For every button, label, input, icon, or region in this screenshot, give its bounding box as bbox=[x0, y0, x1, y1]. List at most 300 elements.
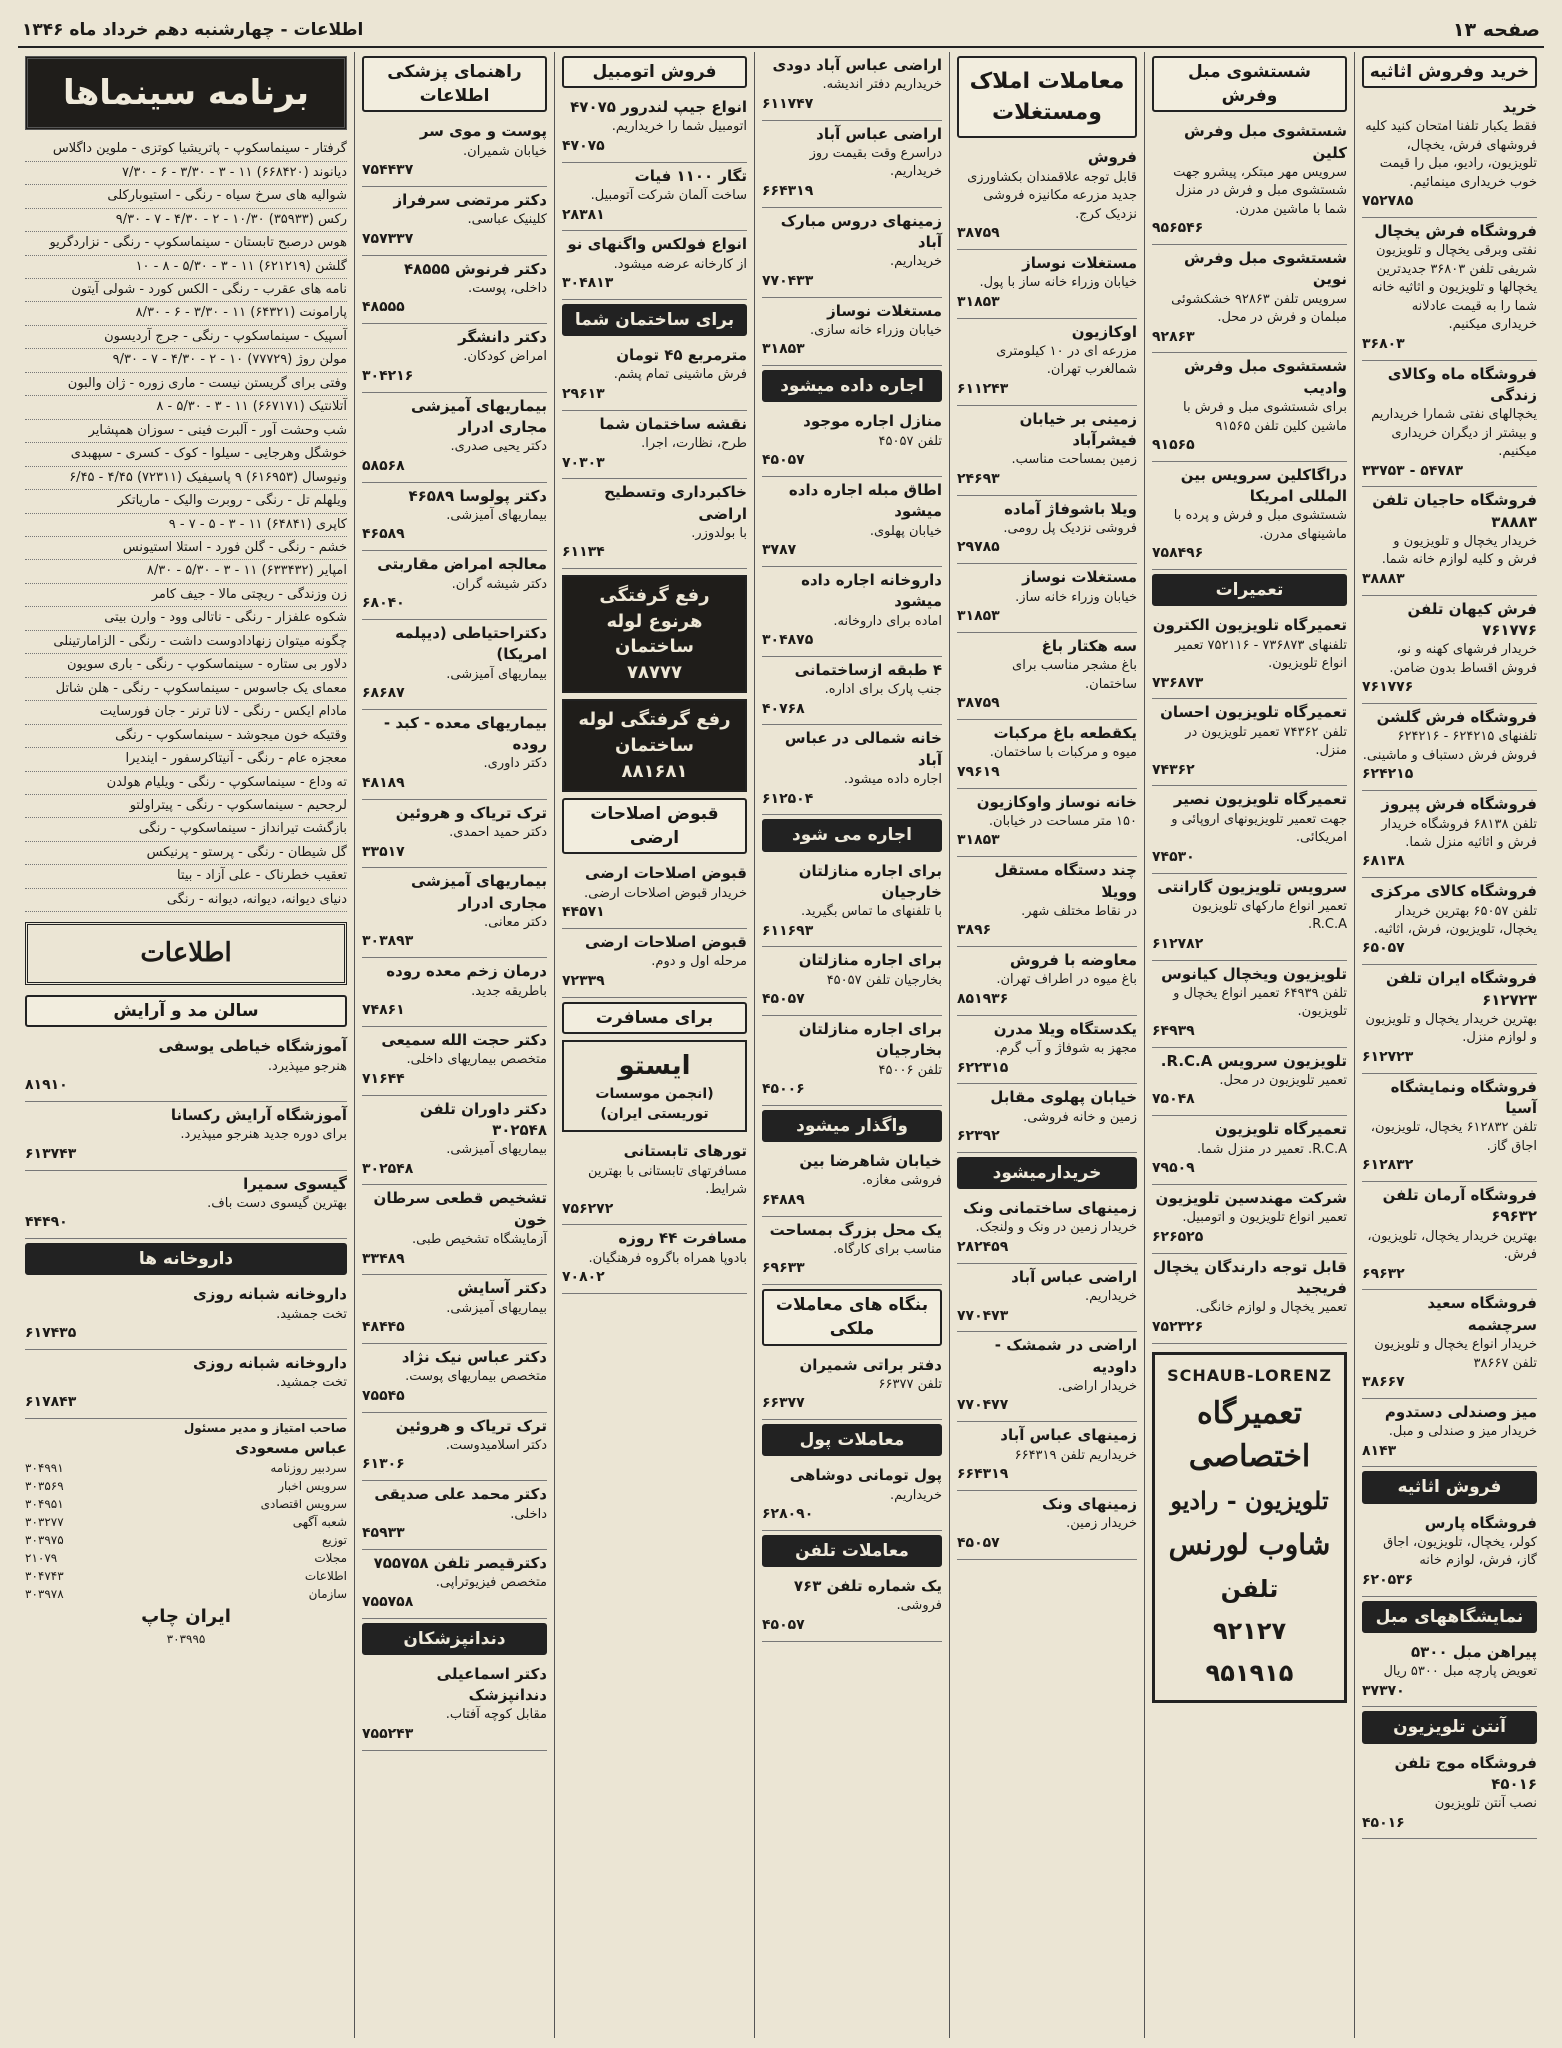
ad-phone: ۷۵۲۳۲۶ bbox=[1152, 1318, 1204, 1335]
ad-phone: ۲۸۲۴۵۹ bbox=[957, 1238, 1009, 1255]
classified-ad bbox=[957, 1332, 1137, 1422]
printer-name: ایران چاپ bbox=[141, 1606, 231, 1627]
ad-title: داروخانه شبانه روزی bbox=[193, 1285, 347, 1304]
classified-ad bbox=[957, 496, 1137, 565]
cinema-listing-line: گل شیطان - رنگی - پرستو - پرنیکس bbox=[25, 842, 347, 865]
ad-title: دکتر آسایش bbox=[457, 1279, 547, 1298]
cinema-listing-line: گلشن (۶۲۱۲۱۹) ۱۱ - ۳ - ۵/۳۰ - ۸ - ۱۰ bbox=[25, 256, 347, 279]
ad-phone: ۸۱۴۳ bbox=[1362, 1442, 1397, 1459]
ad-title: بیماریهای آمیزشی مجاری ادرار bbox=[410, 872, 547, 912]
classified-ad bbox=[957, 1084, 1137, 1153]
ad-title: فروشگاه ونمایشگاه آسیا bbox=[1390, 1077, 1537, 1118]
classified-ad bbox=[1152, 612, 1347, 699]
cinema-program-title: برنامه سینماها bbox=[25, 56, 347, 130]
ad-body: خریدار یخچال و تلویزیون و فرش و کلیه لوازم خانه شما. bbox=[1381, 533, 1537, 568]
furniture-ads bbox=[1362, 1510, 1537, 1597]
classified-ad bbox=[562, 342, 747, 411]
staff-dept: سرویس اخبار bbox=[278, 1479, 347, 1493]
cinema-listing-line: معجزه عام - رنگی - آنیتاکرسفور - ایندیرا bbox=[25, 748, 347, 771]
ad-title: قبوض اصلاحات ارضی bbox=[585, 933, 747, 951]
section-pharmacy-head: داروخانه ها bbox=[25, 1243, 347, 1275]
cinema-listing-line: ونیوسال (۶۱۶۹۵۳) ۹ پاسیفیک (۷۲۳۱۱) ۴/۴۵ - ۶/۴۵ bbox=[25, 467, 347, 490]
section-rent-head: اجاره داده میشود bbox=[762, 370, 942, 402]
staff-phone: ۳۰۳۹۷۸ bbox=[25, 1587, 64, 1601]
ad-title: فروشگاه سعید سرچشمه bbox=[1427, 1294, 1537, 1334]
ad-phone: ۷۵۷۳۳۷ bbox=[362, 230, 414, 247]
classified-ad bbox=[562, 231, 747, 300]
ad-phone: ۶۸۰۴۰ bbox=[362, 595, 405, 612]
classified-ad bbox=[1362, 965, 1537, 1073]
ad-body: تعمیر انواع مارکهای تلویزیون R.C.A. bbox=[1191, 898, 1347, 933]
ad-title: تعمیرگاه تلویزیون نصیر bbox=[1173, 790, 1347, 809]
classified-ad bbox=[762, 1352, 942, 1421]
cinema-listing-line: آسپیک - سینماسکوپ - رنگی - جرج آردیسون bbox=[25, 326, 347, 349]
ad-title: پیراهن مبل ۵۳۰۰ bbox=[1411, 1642, 1537, 1661]
classified-ad bbox=[362, 1027, 547, 1096]
ad-body: تخت جمشید. bbox=[276, 1375, 347, 1391]
classified-ad bbox=[957, 789, 1137, 858]
classified-ad bbox=[957, 1195, 1137, 1264]
classified-ad bbox=[957, 1422, 1137, 1491]
section-salon-head: سالن مد و آرایش bbox=[25, 995, 347, 1027]
classified-ad bbox=[25, 1033, 347, 1102]
ad-phone: ۶۶۳۷۷ bbox=[762, 1395, 805, 1412]
section-wash-head: شستشوی مبل وفرش bbox=[1152, 56, 1347, 112]
staff-name: عباس مسعودی bbox=[235, 1438, 347, 1457]
cinema-listing-line: معمای یک جاسوس - سینماسکوپ - رنگی - هلن شاتل bbox=[25, 678, 347, 701]
antenna-ads bbox=[1362, 1750, 1537, 1840]
cinema-listings bbox=[25, 138, 347, 912]
classified-ad bbox=[362, 187, 547, 256]
doctor-ads bbox=[362, 118, 547, 1618]
ad-phone: ۶۴۹۳۹ bbox=[1152, 1022, 1195, 1039]
ad-title: دکتر پولوسا ۴۶۵۸۹ bbox=[408, 486, 547, 505]
ad-body: کلینیک عباسی. bbox=[467, 212, 547, 228]
classified-ad bbox=[562, 860, 747, 929]
cinema-listing-line: ویلهلم تل - رنگی - روبرت والیک - ماریاتکر bbox=[25, 490, 347, 513]
ad-title: قابل توجه دارندگان یخچال فریجید bbox=[1153, 1257, 1347, 1297]
ad-title: ۴ طبقه ازساختمانی bbox=[794, 660, 942, 679]
ad-body: تلفنهای ۷۳۶۸۷۳ - ۷۵۲۱۱۶ تعمیر انواع تلویزیون. bbox=[1174, 637, 1347, 672]
ad-title: فروشگاه کالای مرکزی bbox=[1370, 882, 1537, 901]
ad-title: دراگاکلین سرویس بین المللی امریکا bbox=[1180, 465, 1347, 506]
build-ads bbox=[562, 342, 747, 569]
pipe-ad-2 bbox=[562, 699, 747, 792]
section-car-head: فروش اتومبیل bbox=[562, 56, 747, 88]
ad-body: اتومبیل شما را خریداریم. bbox=[611, 119, 747, 135]
staff-phone: ۳۰۴۷۴۳ bbox=[25, 1569, 64, 1583]
ad-body: فرش ماشینی تمام پشم. bbox=[613, 367, 747, 383]
cinema-listing-line: خشم - رنگی - گلن فورد - استلا استیونس bbox=[25, 537, 347, 560]
ad-phone: ۳۸۹۶ bbox=[957, 922, 992, 939]
ad-title: ترک تریاک و هروئین bbox=[395, 803, 547, 822]
ad-body: خیابان شمیران. bbox=[463, 143, 547, 159]
classified-ad bbox=[1152, 1254, 1347, 1344]
ad-phone: ۷۹۶۱۹ bbox=[957, 763, 1000, 780]
cinema-listing-line: ته وداع - سینماسکوپ - رنگی - ویلیام هولدن bbox=[25, 772, 347, 795]
section-furniture-head: فروش اثاثیه bbox=[1362, 1471, 1537, 1503]
classified-ad bbox=[762, 1573, 942, 1642]
ad-body: تلفن ۴۵۰۵۷ bbox=[878, 433, 942, 449]
staff-row bbox=[25, 1513, 347, 1531]
ad-body: متخصص فیزیوتراپی. bbox=[435, 1575, 547, 1591]
ad-phone: ۶۲۲۳۱۵ bbox=[957, 1059, 1009, 1076]
ad-title: فروشگاه فرش یخچال bbox=[1374, 222, 1537, 241]
ad-phone: ۷۷۰۴۷۷ bbox=[957, 1397, 1009, 1414]
ad-body: خریدار زمین. bbox=[1066, 1516, 1137, 1532]
ad-phone: ۶۱۳۷۴۳ bbox=[25, 1145, 77, 1162]
classified-ad bbox=[762, 52, 942, 121]
ad-title: مستغلات نوساز bbox=[827, 301, 942, 320]
istu-title: ایستو bbox=[618, 1050, 691, 1081]
staff-row bbox=[25, 1477, 347, 1495]
cinema-listing-line: آتلانتیک (۶۶۷۱۷۱) ۱۱ - ۳ - ۵/۳۰ - ۸ bbox=[25, 396, 347, 419]
classified-ad bbox=[362, 800, 547, 869]
printer-tel: ۳۰۳۹۹۵ bbox=[166, 1632, 206, 1646]
ad-phone: ۳۱۸۵۳ bbox=[957, 832, 1000, 849]
ad-title: مترمربع ۴۵ تومان bbox=[616, 346, 747, 365]
ad-body: خریدار انواع یخچال و تلویزیون تلفن ۳۸۶۶۷ bbox=[1374, 1337, 1537, 1371]
classified-ad bbox=[1362, 1074, 1537, 1182]
ad-phone: ۷۲۳۳۹ bbox=[562, 972, 605, 989]
pipe-ad-1-tel: ۷۸۷۷۷ bbox=[627, 661, 682, 683]
classified-ad bbox=[362, 710, 547, 800]
classified-ad bbox=[762, 298, 942, 367]
staff-phone: ۳۰۳۵۶۹ bbox=[25, 1479, 64, 1493]
ad-title: فروشگاه پارس bbox=[1424, 1513, 1537, 1532]
ad-phone: ۷۴۵۳۰ bbox=[1152, 848, 1195, 865]
ad-body: دراسرع وقت بقیمت روز خریداریم. bbox=[809, 145, 942, 180]
ad-phone: ۶۱۱۳۴ bbox=[562, 544, 605, 561]
column-real-estate bbox=[949, 52, 1144, 2038]
ad-body: بهترین گیسوی دست باف. bbox=[207, 1195, 347, 1211]
repair-ads bbox=[1152, 612, 1347, 1343]
ad-title: نقشه ساختمان شما bbox=[599, 414, 747, 433]
classified-ad bbox=[1152, 961, 1347, 1048]
ad-title: شرکت مهندسین تلویزیون bbox=[1155, 1188, 1347, 1207]
ad-body: نفتی وبرقی یخچال و تلویزیون شریفی تلفن ۳۶۸۰۳ جدیدترین یخچالها و تلویزیون و اثاثیه خانه شما را به قیمت عادلانه خریداری میکنیم. bbox=[1371, 243, 1537, 333]
ad-body: امراض کودکان. bbox=[463, 349, 547, 365]
ad-title: دکتراحتیاطی (دیپلمه امریکا) bbox=[395, 623, 547, 664]
travel-ads bbox=[562, 1138, 747, 1294]
cinema-listing-line: بازگشت تیرانداز - سینماسکوپ - رنگی bbox=[25, 818, 347, 841]
ad-phone: ۳۳۴۸۹ bbox=[362, 1250, 405, 1267]
ad-title: اراضی در شمشک - داودیه bbox=[994, 1336, 1137, 1376]
ad-body: متخصص بیماریهای پوست. bbox=[405, 1369, 547, 1385]
ad-phone: ۷۵۲۷۸۵ bbox=[1362, 193, 1414, 210]
ad-phone: ۶۱۲۸۳۲ bbox=[1362, 1157, 1414, 1174]
classified-ad bbox=[957, 1264, 1137, 1333]
section-wanted-head: اجاره می شود bbox=[762, 819, 942, 851]
ad-title: دکتر محمد علی صدیقی bbox=[374, 1485, 547, 1504]
ad-title: زمینهای دروس مبارک آباد bbox=[780, 211, 942, 251]
ad-body: قابل توجه علاقمندان بکشاورزی جدید مزرعه مکانیزه فروشی نزدیک کرج. bbox=[967, 169, 1137, 222]
ad-body: برای شستشوی مبل و فرش با ماشین کلین تلفن ۹۱۵۶۵ bbox=[1183, 400, 1347, 434]
cinema-listing-line: دنیای دیوانه، دیوانه، دیوانه - رنگی bbox=[25, 889, 347, 912]
ad-phone: ۶۶۴۳۱۹ bbox=[957, 1466, 1009, 1483]
classified-ad bbox=[562, 163, 747, 232]
ad-title: فروشگاه موج تلفن ۴۵۰۱۶ bbox=[1394, 1753, 1537, 1793]
ad-title: مسافرت ۴۴ روزه bbox=[618, 1229, 747, 1248]
classified-ad bbox=[1362, 94, 1537, 218]
ad-title: فروشگاه آرمان تلفن ۶۹۶۳۲ bbox=[1382, 1186, 1537, 1226]
masthead bbox=[18, 14, 1544, 48]
classified-ad bbox=[1362, 1750, 1537, 1840]
ad-title: دکتر داوران تلفن ۳۰۲۵۴۸ bbox=[419, 1099, 547, 1139]
schaub-tel-label: تلفن bbox=[1220, 1575, 1279, 1604]
istu-box bbox=[562, 1040, 747, 1133]
ad-phone: ۲۹۶۱۳ bbox=[562, 385, 605, 402]
ad-body: ساخت آلمان شرکت آتومبیل. bbox=[590, 188, 747, 204]
ad-title: دکتر عباس نیک نژاد bbox=[401, 1348, 547, 1367]
istu-subtitle: (انجمن موسسات توریستی ایران) bbox=[595, 1085, 714, 1122]
ad-phone: ۶۴۸۸۹ bbox=[762, 1191, 805, 1208]
ad-title: دکتر اسماعیلی دندانپزشک bbox=[436, 1664, 547, 1704]
ad-body: تلفن ۶۵۰۵۷ بهترین خریدار یخچال، تلویزیون، فرش، اثاثیه. bbox=[1373, 903, 1537, 938]
ettelaat-logo: اطلاعات bbox=[25, 922, 347, 985]
ad-phone: ۳۸۷۵۹ bbox=[957, 695, 1000, 712]
real-estate-ads bbox=[957, 144, 1137, 1153]
ad-title: معالجه امراض مقاربتی bbox=[377, 555, 547, 574]
classified-ad bbox=[1152, 353, 1347, 461]
cinema-listing-line: دلاور بی ستاره - سینماسکوپ - رنگی - باری سویون bbox=[25, 654, 347, 677]
ad-title: تعمیرگاه تلویزیون bbox=[1214, 1120, 1347, 1139]
classified-ad bbox=[1152, 786, 1347, 873]
ad-body: خیابان وزراء خانه ساز با پول. bbox=[979, 275, 1137, 291]
classified-ad bbox=[362, 868, 547, 958]
ad-phone: ۷۵۸۴۹۶ bbox=[1152, 545, 1204, 562]
classified-ad bbox=[1362, 1182, 1537, 1290]
ad-body: خریداریم. bbox=[890, 1487, 942, 1503]
classified-ad bbox=[762, 208, 942, 298]
section-antenna-head: آنتن تلویزیون bbox=[1362, 1711, 1537, 1743]
classified-ad bbox=[362, 620, 547, 710]
ad-phone: ۶۸۶۸۷ bbox=[362, 684, 405, 701]
ad-title: پول تومانی دوشاهی bbox=[789, 1466, 942, 1485]
ad-phone: ۲۴۶۹۳ bbox=[957, 470, 1000, 487]
classified-ad bbox=[1362, 361, 1537, 488]
ad-body: تلفنهای ۶۲۴۲۱۵ - ۶۲۴۲۱۶ فروش فرش دستباف و ماشینی. bbox=[1362, 729, 1537, 763]
ad-phone: ۳۳۵۱۷ bbox=[362, 843, 405, 860]
cinema-listing-line: کاپری (۶۴۸۴۱) ۱۱ - ۳ - ۵ - ۷ - ۹ bbox=[25, 514, 347, 537]
cinema-listing-line: خوشگل وهرجایی - سیلوا - کوک - کسری - سپهبدی bbox=[25, 443, 347, 466]
classified-ad bbox=[1152, 1048, 1347, 1117]
ad-phone: ۷۴۳۶۲ bbox=[1152, 761, 1195, 778]
ad-title: یکقطعه باغ مرکبات bbox=[993, 723, 1137, 742]
transfer-ads bbox=[762, 1148, 942, 1285]
classified-ad bbox=[762, 567, 942, 657]
section-buyers-head: خریدارمیشود bbox=[957, 1157, 1137, 1189]
ad-phone: ۳۷۸۷ bbox=[762, 542, 797, 559]
section-real-estate-head: معاملات املاک ومستغلات bbox=[957, 56, 1137, 138]
classified-ad bbox=[957, 564, 1137, 633]
ad-phone: ۶۲۰۵۳۶ bbox=[1362, 1571, 1414, 1588]
ad-phone: ۳۱۸۵۳ bbox=[762, 341, 805, 358]
ad-body: مقابل کوچه آفتاب. bbox=[445, 1707, 547, 1723]
ad-body: تلفن ۷۴۳۶۲ تعمیر تلویزیون در منزل. bbox=[1185, 724, 1347, 759]
ad-body: تلفن ۶۶۳۷۷ bbox=[878, 1376, 942, 1392]
ad-title: خاکبرداری وتسطیح اراضی bbox=[604, 483, 747, 523]
ad-title: یک محل بزرگ بمساحت bbox=[769, 1220, 942, 1239]
ad-phone: ۶۸۱۳۸ bbox=[1362, 853, 1405, 870]
ad-title: گیسوی سمیرا bbox=[243, 1174, 347, 1193]
buyers-ads bbox=[957, 1195, 1137, 1559]
ad-phone: ۶۱۱۷۴۷ bbox=[762, 95, 814, 112]
ad-phone: ۶۶۴۳۱۹ bbox=[762, 182, 814, 199]
ad-body: تلفن ۶۴۹۳۹ تعمیر انواع یخچال و تلویزیون. bbox=[1173, 985, 1347, 1020]
ad-body: تلفن ۶۸۱۳۸ فروشگاه خریدار فرش و اثاثیه منزل شما. bbox=[1381, 816, 1537, 850]
ad-phone: ۸۵۱۹۳۶ bbox=[957, 990, 1009, 1007]
staff-dept: سرویس اقتصادی bbox=[260, 1497, 347, 1511]
ad-title: اراضی عباس آباد bbox=[816, 124, 942, 143]
ad-title: داروخانه اجاره داده میشود bbox=[801, 570, 942, 611]
classified-ad bbox=[957, 857, 1137, 947]
ad-title: دکتر فرنوش ۴۸۵۵۵ bbox=[404, 259, 547, 278]
ad-title: شستشوی مبل وفرش وادیب bbox=[1184, 357, 1347, 397]
classified-ad bbox=[762, 1217, 942, 1286]
ad-title: زمینهای ساختمانی ونک bbox=[962, 1199, 1137, 1218]
classified-ad bbox=[362, 1275, 547, 1344]
schaub-line3: شاوب لورنس bbox=[1168, 1527, 1331, 1561]
money-ads bbox=[762, 1462, 942, 1531]
ad-phone: ۶۹۶۳۳ bbox=[762, 1260, 805, 1277]
ad-title: ویلا باشوفاژ آماده bbox=[1004, 499, 1137, 518]
ad-title: معاوضه با فروش bbox=[1009, 951, 1137, 970]
staff-dept: توزیع bbox=[321, 1533, 347, 1547]
ad-phone: ۷۵۵۷۵۸ bbox=[362, 1593, 414, 1610]
staff-row bbox=[25, 1459, 347, 1477]
classified-ad bbox=[362, 1344, 547, 1413]
ad-title: تگار ۱۱۰۰ فیات bbox=[634, 166, 747, 185]
classified-ad bbox=[362, 1096, 547, 1186]
ad-title: فروشگاه فرش گلشن bbox=[1376, 708, 1537, 727]
ad-title: درمان زخم معده روده bbox=[386, 962, 547, 981]
ad-title: آموزشگاه آرایش رکسانا bbox=[170, 1105, 347, 1124]
ad-phone: ۶۲۶۵۲۵ bbox=[1152, 1228, 1204, 1245]
schaub-tel1: ۹۲۱۲۷ bbox=[1212, 1617, 1287, 1646]
staff-dept: سردبیر روزنامه bbox=[270, 1461, 347, 1475]
ad-body: تلفن ۴۵۰۰۶ bbox=[878, 1062, 942, 1078]
ad-body: بهترین خریدار یخچال، تلویزیون، فرش. bbox=[1367, 1228, 1537, 1263]
ad-title: دکتر مرتضی سرفراز bbox=[393, 190, 547, 209]
ad-body: سرویس تلفن ۹۲۸۶۳ خشکشوئی مبلمان و فرش در محل. bbox=[1171, 291, 1347, 326]
ad-body: خریدار اراضی. bbox=[1057, 1378, 1137, 1394]
ad-phone: ۴۵۰۰۶ bbox=[762, 1081, 805, 1098]
ad-phone: ۶۱۷۸۴۳ bbox=[25, 1393, 77, 1410]
ad-phone: ۹۵۶۵۴۶ bbox=[1152, 220, 1204, 237]
classified-ad bbox=[1362, 878, 1537, 965]
classified-ad bbox=[362, 118, 547, 187]
cinema-listing-line: شب وحشت آور - آلبرت فینی - سوزان همپشایر bbox=[25, 420, 347, 443]
ad-phone: ۸۱۹۱۰ bbox=[25, 1077, 68, 1093]
classified-ad bbox=[1152, 245, 1347, 353]
ad-body: دکتر یحیی صدری. bbox=[450, 439, 547, 455]
ad-body: جنب پارک برای اداره. bbox=[824, 682, 942, 698]
ad-body: سرویس مهر مبتکر، پیشرو جهت شستشوی مبل و فرش در منزل شما با ماشین مدرن. bbox=[1173, 164, 1347, 217]
ad-phone: ۴۴۵۷۱ bbox=[562, 904, 605, 921]
ad-body: یخچالهای نفتی شمارا خریداریم و بیشتر از دیگران خریداری میکنیم. bbox=[1371, 407, 1537, 460]
phone-ads bbox=[762, 1573, 942, 1642]
ad-title: تعمیرگاه تلویزیون احسان bbox=[1160, 703, 1347, 722]
land-ads bbox=[562, 860, 747, 997]
ad-title: فرش کیهان تلفن ۷۶۱۷۷۶ bbox=[1407, 599, 1537, 640]
classified-ad bbox=[362, 1481, 547, 1550]
ad-phone: ۶۲۸۰۹۰ bbox=[762, 1506, 814, 1523]
salon-ads bbox=[25, 1033, 347, 1239]
ad-phone: ۷۳۶۸۷۳ bbox=[1152, 674, 1204, 691]
ad-body: هنرجو میپذیرد. bbox=[267, 1058, 347, 1074]
ad-title: بیماریهای معده - کبد - روده bbox=[383, 713, 547, 754]
ad-phone: ۳۸۸۸۳ bbox=[1362, 570, 1405, 587]
ad-title: میز وصندلی دستدوم bbox=[1384, 1402, 1537, 1421]
ad-title: زمینی بر خیابان فیشرآباد bbox=[1019, 409, 1137, 449]
ad-body: جهت تعمیر تلویزیونهای اروپائی و امریکائی. bbox=[1171, 811, 1347, 846]
classified-ad bbox=[1362, 1510, 1537, 1597]
ad-phone: ۷۰۸۰۲ bbox=[562, 1269, 605, 1286]
ad-title: زمینهای عباس آباد bbox=[1000, 1426, 1137, 1445]
ad-title: خیابان پهلوی مقابل bbox=[990, 1088, 1137, 1107]
staff-phone: ۳۰۳۲۷۷ bbox=[25, 1515, 64, 1529]
ad-phone: ۶۱۱۶۹۳ bbox=[762, 922, 814, 939]
classified-ad bbox=[362, 483, 547, 552]
pipe-ad-2-title: رفع گرفتگی لوله ساختمان bbox=[578, 709, 731, 757]
ad-title: تورهای تابستانی bbox=[623, 1142, 747, 1161]
ad-phone: ۴۶۵۸۹ bbox=[362, 526, 405, 543]
column-rentals bbox=[754, 52, 949, 2038]
ad-body: مرحله اول و دوم. bbox=[651, 954, 747, 970]
ad-phone: ۴۵۰۵۷ bbox=[762, 1616, 805, 1633]
classified-ad bbox=[762, 1016, 942, 1106]
staff-box bbox=[25, 1419, 347, 1649]
ad-body: ۱۵۰ متر مساحت در خیابان. bbox=[988, 813, 1137, 829]
ad-title: ترک تریاک و هروئین bbox=[395, 1416, 547, 1435]
ad-body: شستشوی مبل و فرش و پرده با ماشینهای مدرن. bbox=[1173, 508, 1347, 542]
classified-ad bbox=[762, 947, 942, 1016]
ad-phone: ۳۱۸۵۳ bbox=[957, 608, 1000, 624]
ad-phone: ۵۸۵۶۸ bbox=[362, 457, 405, 474]
ad-body: مناسب برای کارگاه. bbox=[833, 1242, 942, 1258]
staff-dept: اطلاعات bbox=[304, 1569, 347, 1583]
ad-phone: ۳۱۸۵۳ bbox=[957, 293, 1000, 310]
ad-body: بیماریهای آمیزشی. bbox=[446, 666, 547, 682]
section-phone-head: معاملات تلفن bbox=[762, 1535, 942, 1567]
ad-title: چند دستگاه مستقل وویلا bbox=[994, 861, 1137, 901]
ad-title: یکدستگاه ویلا مدرن bbox=[993, 1019, 1137, 1038]
classified-ad bbox=[1362, 1639, 1537, 1708]
staff-dept: شعبه آگهی bbox=[292, 1515, 347, 1529]
section-money-head: معاملات پول bbox=[762, 1424, 942, 1456]
cinema-listing-line: شکوه علفزار - رنگی - ناتالی وود - وارن بیتی bbox=[25, 607, 347, 630]
cinema-listing-line: پارامونت (۶۴۳۲۱) ۱۱ - ۳/۳۰ - ۶ - ۸/۳۰ bbox=[25, 302, 347, 325]
ad-phone: ۳۰۴۸۷۵ bbox=[762, 631, 814, 648]
schaub-line2: تلویزیون - رادیو bbox=[1170, 1486, 1329, 1516]
staff-phone: ۳۰۴۹۵۱ bbox=[25, 1497, 64, 1511]
ad-title: مستغلات نوساز bbox=[1022, 254, 1137, 272]
staff-row bbox=[25, 1531, 347, 1549]
ad-phone: ۴۵۰۱۶ bbox=[1362, 1814, 1405, 1831]
ad-title: فروشگاه ایران تلفن ۶۱۲۷۲۳ bbox=[1386, 969, 1537, 1009]
ad-body: نصب آنتن تلویزیون bbox=[1434, 1796, 1537, 1812]
ad-title: اطاق مبله اجاره داده میشود bbox=[788, 481, 942, 521]
ad-phone: ۴۵۰۵۷ bbox=[762, 991, 805, 1008]
ad-phone: ۳۰۲۵۴۸ bbox=[362, 1160, 414, 1177]
ad-body: خریداریم تلفن ۶۶۴۳۱۹ bbox=[1014, 1447, 1137, 1463]
ad-body: خریدار میز و صندلی و مبل. bbox=[1388, 1424, 1537, 1440]
ad-title: سه هکتار باغ bbox=[1041, 636, 1137, 655]
section-expo-head: نمایشگاههای مبل bbox=[1362, 1601, 1537, 1633]
classified-ad bbox=[362, 551, 547, 620]
cinema-listing-line: وفتی برای گریستن نیست - ماری زوره - ژان والبون bbox=[25, 373, 347, 396]
